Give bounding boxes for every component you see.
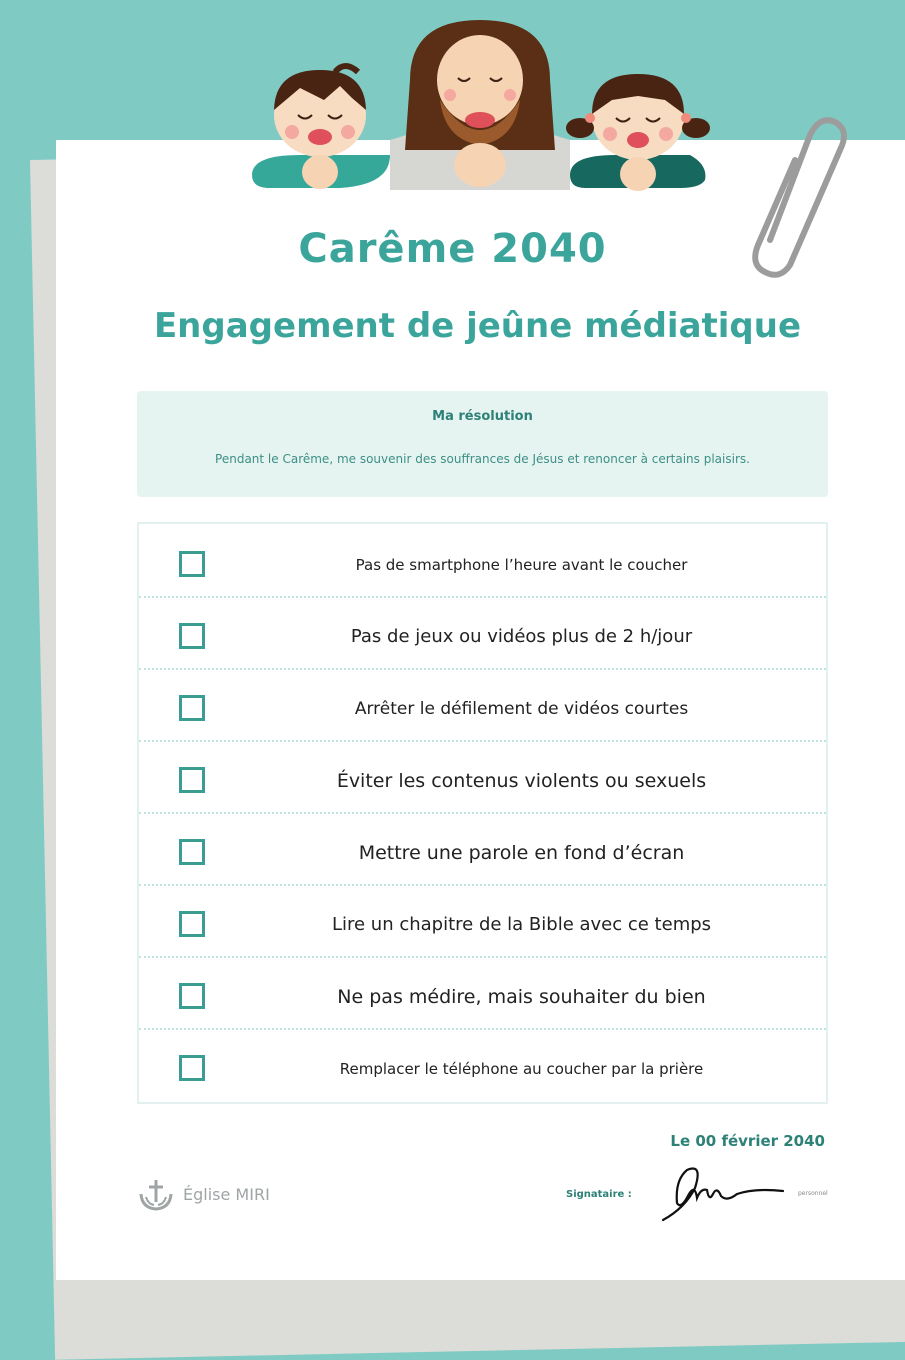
page-title: Carême 2040: [298, 226, 607, 272]
checklist-item-label: Arrêter le défilement de vidéos courtes: [354, 699, 689, 719]
checklist-item-label: Pas de smartphone l’heure avant le coucher: [355, 556, 688, 574]
checklist-item-label: Éviter les contenus violents ou sexuels: [336, 770, 707, 792]
signature-note: personnel: [798, 1190, 828, 1197]
checkbox[interactable]: [179, 695, 205, 721]
checklist-item-label: Pas de jeux ou vidéos plus de 2 h/jour: [350, 626, 693, 647]
checklist-item: [139, 1028, 826, 1100]
church-name: Église MIRI: [183, 1185, 270, 1204]
checkbox[interactable]: [179, 767, 205, 793]
resolution-box: [137, 391, 828, 497]
checklist-item: [139, 884, 826, 958]
checklist-item: [139, 956, 826, 1030]
checklist-item-label: Lire un chapitre de la Bible avec ce temps: [331, 914, 712, 935]
signature-label: Signataire :: [566, 1189, 632, 1200]
page-subtitle: Engagement de jeûne médiatique: [153, 306, 802, 346]
church-cross-icon: [138, 1178, 174, 1212]
resolution-title: Ma résolution: [432, 409, 533, 424]
resolution-text: Pendant le Carême, me souvenir des souffrances de Jésus et renoncer à certains plaisirs.: [215, 452, 750, 466]
checkbox[interactable]: [179, 983, 205, 1009]
commitment-checklist: [137, 522, 828, 1104]
checklist-item-label: Mettre une parole en fond d’écran: [358, 842, 685, 864]
signature-image: [655, 1158, 790, 1228]
checkbox[interactable]: [179, 911, 205, 937]
checklist-item: [139, 524, 826, 598]
checkbox[interactable]: [179, 1055, 205, 1081]
jesus-children-illustration: [240, 0, 720, 200]
checklist-item: [139, 668, 826, 742]
checklist-item-label: Ne pas médire, mais souhaiter du bien: [337, 986, 706, 1008]
checkbox[interactable]: [179, 551, 205, 577]
checkbox[interactable]: [179, 839, 205, 865]
checklist-item: [139, 596, 826, 670]
checklist-item-label: Remplacer le téléphone au coucher par la prière: [339, 1060, 704, 1078]
date-text: Le 00 février 2040: [670, 1132, 825, 1150]
checkbox[interactable]: [179, 623, 205, 649]
checklist-item: [139, 740, 826, 814]
checklist-item: [139, 812, 826, 886]
